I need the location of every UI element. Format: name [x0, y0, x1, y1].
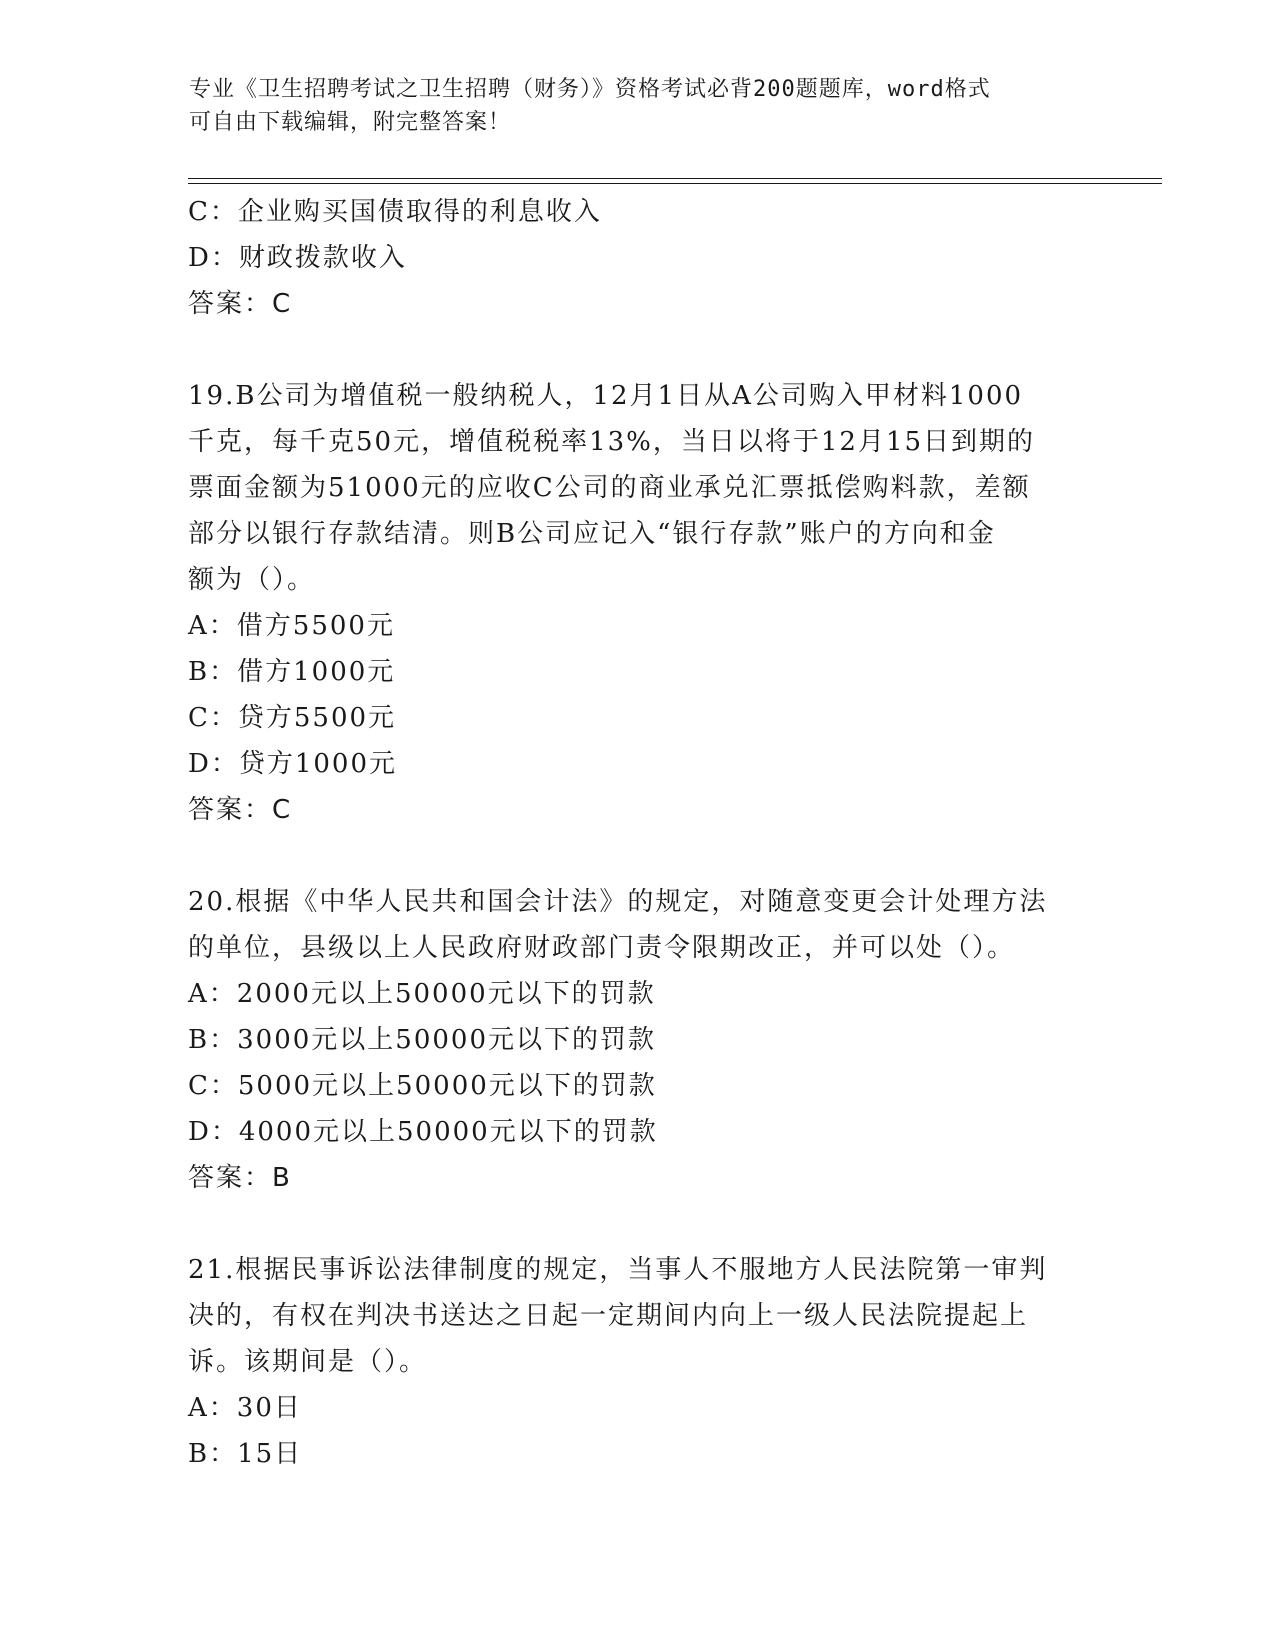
option-a: A：30日 — [188, 1393, 302, 1423]
option-c: C：企业购买国债取得的利息收入 — [188, 197, 602, 227]
answer-line: 答案：C — [188, 289, 293, 319]
question-stem-line: 19.B公司为增值税一般纳税人，12月1日从A公司购入甲材料1000 — [188, 381, 1024, 411]
question-stem-line: 诉。该期间是（）。 — [188, 1347, 428, 1377]
header-line-1: 专业《卫生招聘考试之卫生招聘（财务）》资格考试必背200题题库，word格式 — [189, 77, 991, 102]
option-a: A：借方5500元 — [188, 611, 395, 641]
question-stem-line: 部分以银行存款结清。则B公司应记入“银行存款”账户的方向和金 — [188, 519, 996, 549]
question-stem-line: 21.根据民事诉讼法律制度的规定，当事人不服地方人民法院第一审判 — [188, 1255, 1048, 1285]
option-d: D：财政拨款收入 — [188, 243, 407, 273]
header-divider-top — [188, 178, 1162, 179]
question-content — [188, 189, 1118, 1477]
header-line-2: 可自由下载编辑，附完整答案！ — [189, 110, 512, 135]
question-18-tail — [188, 189, 1118, 327]
answer-line: 答案：C — [188, 795, 293, 825]
option-b: B：借方1000元 — [188, 657, 396, 687]
question-20 — [188, 879, 1118, 1201]
option-d: D：4000元以上50000元以下的罚款 — [188, 1117, 658, 1147]
option-a: A：2000元以上50000元以下的罚款 — [188, 979, 656, 1009]
question-stem-line: 的单位，县级以上人民政府财政部门责令限期改正，并可以处（）。 — [188, 933, 1016, 963]
option-c: C：5000元以上50000元以下的罚款 — [188, 1071, 657, 1101]
option-b: B：15日 — [188, 1439, 303, 1469]
question-stem-line: 额为（）。 — [188, 565, 316, 595]
spacer — [188, 1201, 1118, 1247]
question-stem-line: 千克，每千克50元，增值税税率13%，当日以将于12月15日到期的 — [188, 427, 1036, 457]
question-21 — [188, 1247, 1118, 1477]
document-header — [189, 73, 1089, 139]
header-divider-bottom — [188, 183, 1162, 184]
spacer — [188, 327, 1118, 373]
question-stem-line: 20.根据《中华人民共和国会计法》的规定，对随意变更会计处理方法 — [188, 887, 1048, 917]
question-stem-line: 决的，有权在判决书送达之日起一定期间内向上一级人民法院提起上 — [188, 1301, 1029, 1331]
question-stem-line: 票面金额为51000元的应收C公司的商业承兑汇票抵偿购料款，差额 — [188, 473, 1031, 503]
answer-line: 答案：B — [188, 1163, 292, 1193]
option-c: C：贷方5500元 — [188, 703, 397, 733]
option-d: D：贷方1000元 — [188, 749, 398, 779]
option-b: B：3000元以上50000元以下的罚款 — [188, 1025, 656, 1055]
spacer — [188, 833, 1118, 879]
question-19 — [188, 373, 1118, 833]
